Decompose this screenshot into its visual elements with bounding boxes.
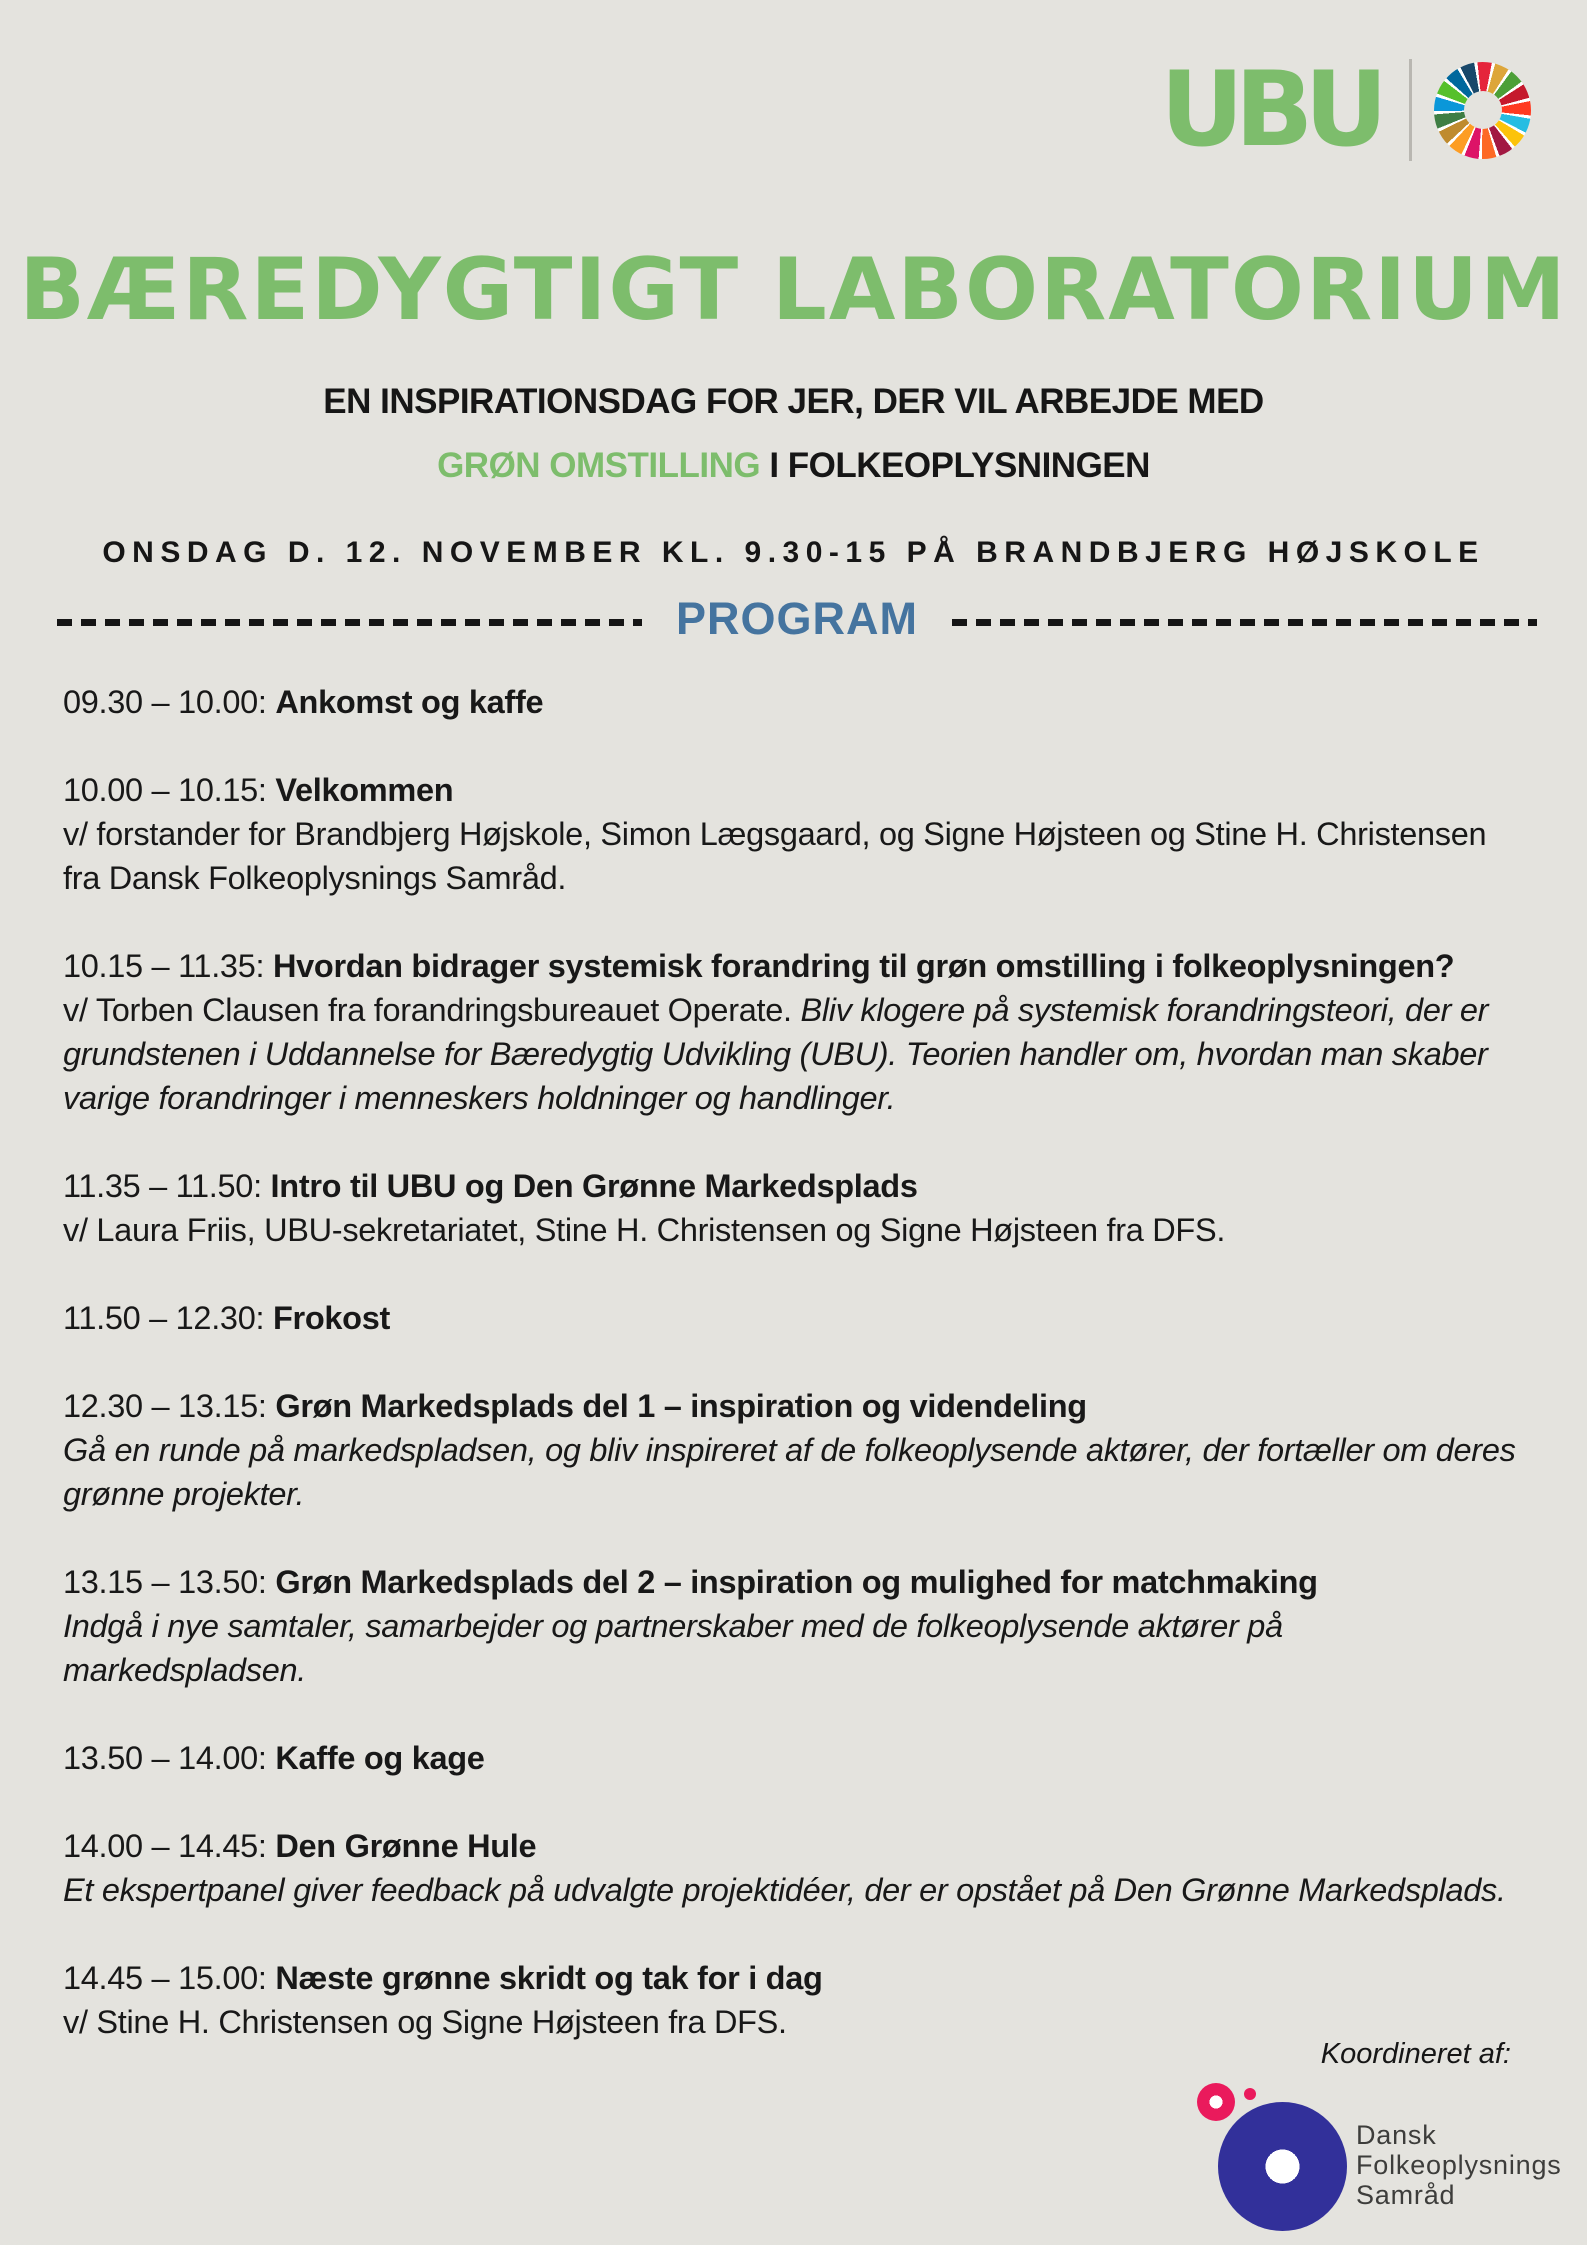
page-title: BÆREDYGTIGT LABORATORIUM bbox=[19, 240, 1568, 340]
entry-speaker: v/ forstander for Brandbjerg Højskole, Simon Lægsgaard, og Signe Højsteen og Stine H. Christensen fra Dansk Folkeoplysnings Samråd. bbox=[63, 816, 1487, 896]
program-entry bbox=[63, 768, 1531, 900]
koordineret-label: Koordineret af: bbox=[1320, 2038, 1511, 2070]
subtitle bbox=[0, 370, 1587, 498]
entry-time: 11.50 – 12.30: bbox=[63, 1300, 273, 1336]
entry-time: 10.00 – 10.15: bbox=[63, 772, 276, 808]
entry-title: Den Grønne Hule bbox=[275, 1828, 537, 1864]
sdg-wheel-icon bbox=[1434, 62, 1531, 159]
entry-description: Gå en runde på markedspladsen, og bliv inspireret af de folkeoplysende aktører, der fortæller om deres grønne projekter. bbox=[63, 1432, 1516, 1512]
program-entry bbox=[63, 1164, 1531, 1252]
entry-title: Intro til UBU og Den Grønne Markedsplads bbox=[270, 1168, 918, 1204]
entry-title: Næste grønne skridt og tak for i dag bbox=[275, 1960, 823, 1996]
program-entry bbox=[63, 1824, 1531, 1912]
entry-time: 14.45 – 15.00: bbox=[63, 1960, 276, 1996]
program-entry bbox=[63, 944, 1531, 1120]
dfs-blue-donut-icon bbox=[1218, 2102, 1347, 2231]
entry-title: Grøn Markedsplads del 2 – inspiration og mulighed for matchmaking bbox=[275, 1564, 1318, 1600]
entry-title: Ankomst og kaffe bbox=[275, 684, 544, 720]
entry-description: Et ekspertpanel giver feedback på udvalgte projektidéer, der er opstået på Den Grønne Markedsplads. bbox=[63, 1872, 1506, 1908]
entry-description: Bliv klogere på systemisk forandringsteori, der er grundstenen i Uddannelse for Bæredygtig Udvikling (UBU). Teorien handler om, hvordan man skaber varige forandringer i menneskers holdninger og handlinger. bbox=[63, 992, 1489, 1116]
entry-title: Velkommen bbox=[275, 772, 454, 808]
entry-time: 11.35 – 11.50: bbox=[63, 1168, 271, 1204]
dfs-name bbox=[1356, 2120, 1562, 2210]
entry-time: 13.50 – 14.00: bbox=[63, 1740, 276, 1776]
event-date: ONSDAG D. 12. NOVEMBER KL. 9.30-15 PÅ BRANDBJERG HØJSKOLE bbox=[102, 536, 1485, 569]
dfs-name-line2: Folkeoplysnings bbox=[1356, 2150, 1562, 2180]
sdg-wheel-hole bbox=[1464, 91, 1502, 129]
dash-line-right bbox=[952, 619, 1537, 626]
entry-description: Indgå i nye samtaler, samarbejder og partnerskaber med de folkeoplysende aktører på markedspladsen. bbox=[63, 1608, 1283, 1688]
subtitle-line1: EN INSPIRATIONSDAG FOR JER, DER VIL ARBEJDE MED bbox=[323, 382, 1264, 421]
program-entry bbox=[63, 680, 1531, 724]
entry-time: 09.30 – 10.00: bbox=[63, 684, 276, 720]
entry-speaker: v/ Stine H. Christensen og Signe Højsteen fra DFS. bbox=[63, 2004, 787, 2040]
program-divider bbox=[57, 593, 1537, 648]
entry-time: 12.30 – 13.15: bbox=[63, 1388, 276, 1424]
entry-title: Hvordan bidrager systemisk forandring til grøn omstilling i folkeoplysningen? bbox=[272, 948, 1455, 984]
dash-line-left bbox=[57, 619, 642, 626]
entry-title: Frokost bbox=[272, 1300, 391, 1336]
program-entry bbox=[63, 1384, 1531, 1516]
logo-row bbox=[1160, 50, 1531, 170]
dfs-pink-donut-icon bbox=[1197, 2083, 1235, 2121]
program-entries bbox=[63, 680, 1531, 2088]
dfs-name-line1: Dansk bbox=[1356, 2120, 1437, 2150]
logo-divider bbox=[1409, 59, 1412, 161]
entry-speaker: v/ Laura Friis, UBU-sekretariatet, Stine H. Christensen og Signe Højsteen fra DFS. bbox=[63, 1212, 1226, 1248]
dfs-dot-icon bbox=[1244, 2088, 1256, 2100]
entry-title: Grøn Markedsplads del 1 – inspiration og videndeling bbox=[275, 1388, 1087, 1424]
dfs-name-line3: Samråd bbox=[1356, 2180, 1456, 2210]
subtitle-rest: I FOLKEOPLYSNINGEN bbox=[760, 446, 1150, 485]
ubu-logo: UBU bbox=[1160, 50, 1379, 170]
program-entry bbox=[63, 1296, 1531, 1340]
entry-speaker: v/ Torben Clausen fra forandringsbureauet Operate. bbox=[63, 992, 801, 1028]
program-entry bbox=[63, 1736, 1531, 1780]
entry-time: 10.15 – 11.35: bbox=[63, 948, 273, 984]
program-entry bbox=[63, 1956, 1531, 2044]
program-entry bbox=[63, 1560, 1531, 1692]
entry-time: 14.00 – 14.45: bbox=[63, 1828, 276, 1864]
subtitle-highlight: GRØN OMSTILLING bbox=[437, 446, 761, 485]
entry-title: Kaffe og kage bbox=[275, 1740, 485, 1776]
entry-time: 13.15 – 13.50: bbox=[63, 1564, 276, 1600]
program-heading: PROGRAM bbox=[676, 593, 918, 644]
